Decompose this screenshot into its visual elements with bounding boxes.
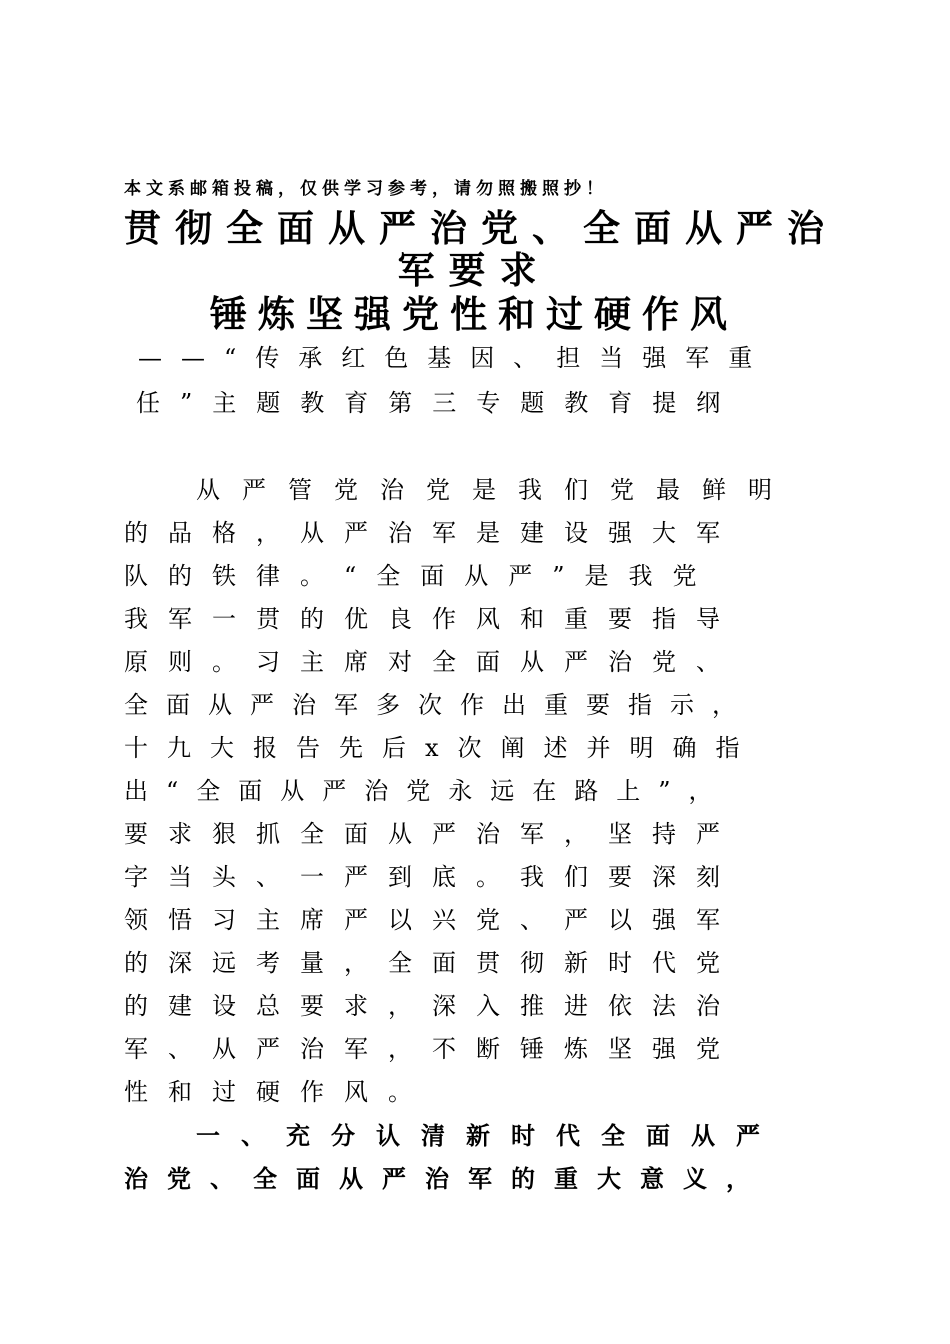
title-line-3: 锤炼坚强党性和过硬作风 [210,292,738,336]
body-line: 要求狠抓全面从严治军，坚持严 [124,820,740,848]
body-line: 全面从严治军多次作出重要指示， [124,691,754,719]
subtitle-line-1: ——“传承红色基因、担当强军重 [138,344,772,372]
body-line: 的深远考量，全面贯彻新时代党 [124,949,740,977]
body-line: 的品格，从严治军是建设强大军 [124,519,740,547]
body-line: 从严管党治党是我们党最鲜明 [196,476,794,504]
body-line: 队的铁律。“全面从严”是我党 [124,562,717,590]
body-line: 我军一贯的优良作风和重要指导 [124,605,740,633]
section-heading-line-1: 一、充分认清新时代全面从严 [196,1121,781,1150]
subtitle-line-2: 任”主题教育第三专题教育提纲 [136,389,741,417]
body-line: 字当头、一严到底。我们要深刻 [124,863,740,891]
body-line: 性和过硬作风。 [124,1078,432,1106]
notice-text: 本文系邮箱投稿，仅供学习参考，请勿照搬照抄！ [124,179,608,199]
body-line: 十九大报告先后x次阐述并明确指 [124,734,759,762]
title-line-2: 军要求 [397,248,551,292]
body-line: 的建设总要求，深入推进依法治 [124,992,740,1020]
section-heading-line-2: 治党、全面从严治军的重大意义， [124,1164,769,1193]
title-line-1: 贯彻全面从严治党、全面从严治 [124,206,838,250]
body-line: 军、从严治军，不断锤炼坚强党 [124,1035,740,1063]
body-line: 原则。习主席对全面从严治党、 [124,648,740,676]
body-line: 出“全面从严治党永远在路上”， [124,777,731,805]
body-line: 领悟习主席严以兴党、严以强军 [124,906,740,934]
